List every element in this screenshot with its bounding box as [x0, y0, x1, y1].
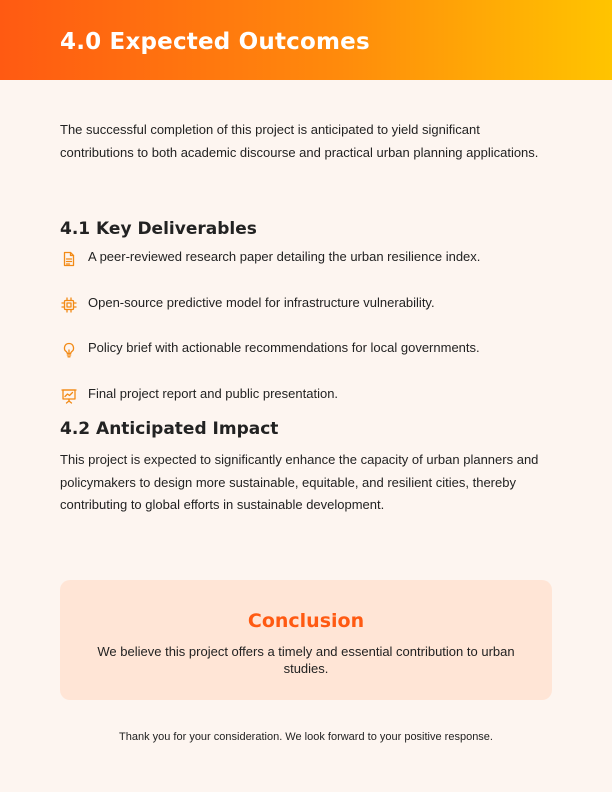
- deliverable-label: Policy brief with actionable recommendations for local governments.: [88, 340, 480, 356]
- deliverable-label: A peer-reviewed research paper detailing the urban resilience index.: [88, 249, 481, 264]
- footer-thanks: Thank you for your consideration. We look forward to your positive response.: [119, 731, 493, 743]
- conclusion-text: We believe this project offers a timely and essential contribution to urban studies.: [97, 644, 515, 676]
- conclusion-heading: Conclusion: [247, 610, 365, 632]
- list-item: [60, 338, 552, 384]
- deliverable-label: Open-source predictive model for infrastructure vulnerability.: [88, 294, 435, 310]
- presentation-chart-icon: [61, 388, 77, 404]
- lightbulb-icon: [61, 342, 77, 358]
- intro-paragraph: The successful completion of this project is anticipated to yield significant contributions to both academic discourse and practical urban planning applications.: [60, 122, 539, 160]
- deliverables-heading: 4.1 Key Deliverables: [60, 219, 257, 239]
- conclusion-callout: [60, 580, 552, 700]
- list-item: [60, 293, 552, 339]
- impact-heading: 4.2 Anticipated Impact: [60, 419, 279, 439]
- deliverables-list: [60, 247, 552, 430]
- chip-icon: [61, 297, 77, 313]
- page-title: 4.0 Expected Outcomes: [60, 29, 370, 55]
- impact-paragraph: This project is expected to significantly enhance the capacity of urban planners and policymakers to design more sustainable, equitable, and resilient cities, thereby contributing to global efforts in sustainable development.: [60, 452, 539, 512]
- list-item: [60, 247, 552, 293]
- document-icon: [61, 251, 77, 267]
- page-header: [0, 0, 612, 80]
- deliverable-label: Final project report and public presentation.: [88, 386, 339, 402]
